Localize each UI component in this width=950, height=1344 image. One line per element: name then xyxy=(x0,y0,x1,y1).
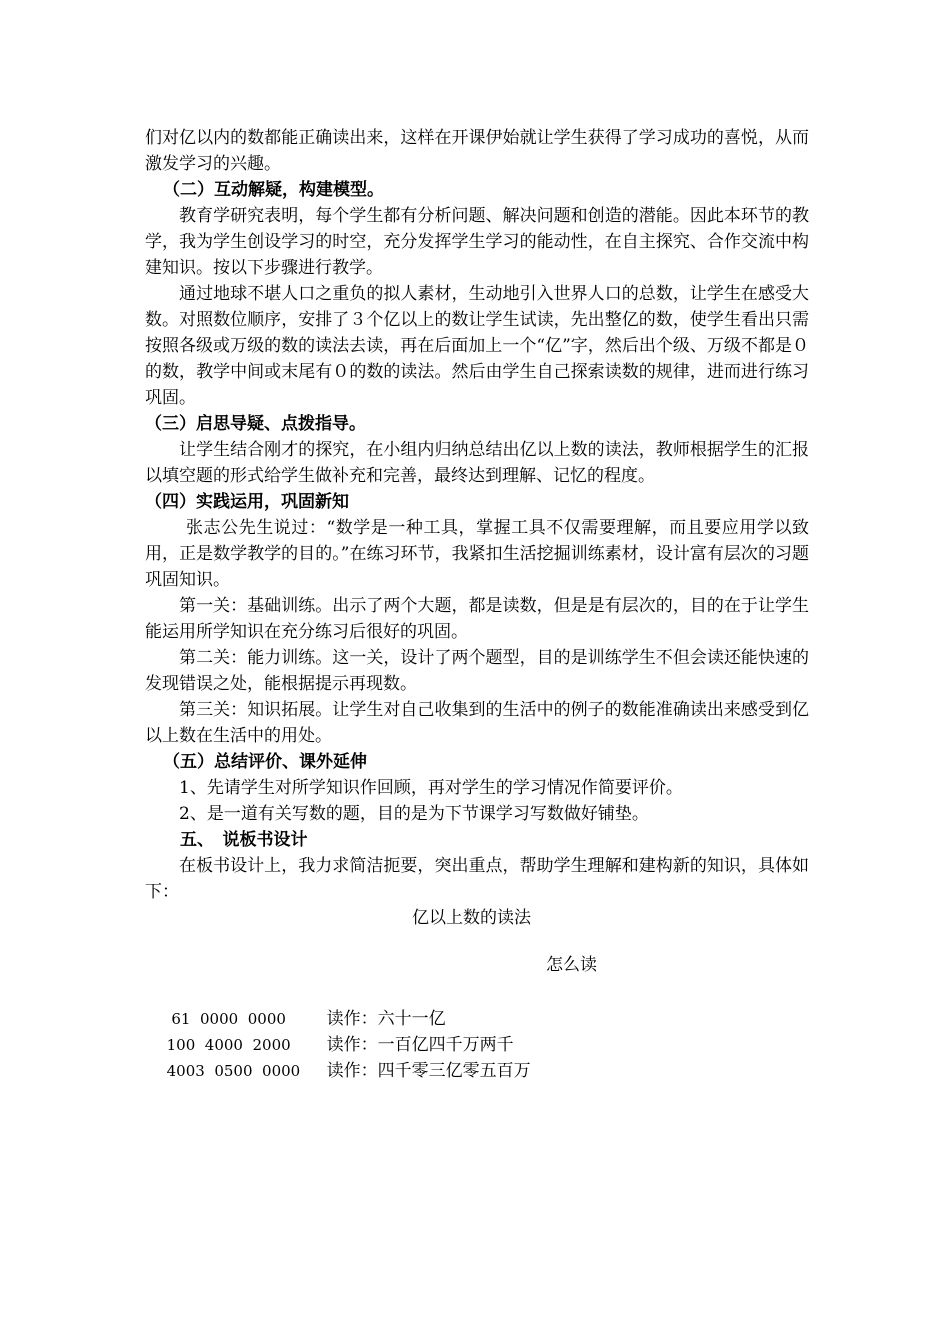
paragraph-section-4a: 张志公先生说过：“数学是一种工具，掌握工具不仅需要理解，而且要应用学以致用，正是数学教学的目的。”在练习环节，我紧扣生活挖掘训练素材，设计富有层次的习题巩固知识。 xyxy=(145,518,809,590)
heading-section-5: （五）总结评价、课外延伸 xyxy=(163,752,367,772)
paragraph-section-5a: 1、先请学生对所学知识作回顾，再对学生的学习情况作简要评价。 xyxy=(145,778,683,798)
heading-section-3: （三）启思导疑、点拨指导。 xyxy=(145,414,366,434)
paragraph-level-2: 第二关：能力训练。这一关，设计了两个题型，目的是训练学生不但会读还能快速的发现错误之处，能根据提示再现数。 xyxy=(145,648,809,694)
heading-part-5: 五、 说板书设计 xyxy=(180,830,308,850)
paragraph-section-2a: 教育学研究表明，每个学生都有分析问题、解决问题和创造的潜能。因此本环节的教学，我为学生创设学习的时空，充分发挥学生学习的能动性，在自主探究、合作交流中构建知识。按以下步骤进行教学。 xyxy=(145,206,809,278)
board-row xyxy=(145,1032,531,1110)
board-reading: 读作：四千零三亿零五百万 xyxy=(326,1061,531,1081)
paragraph-level-3: 第三关：知识拓展。让学生对自己收集到的生活中的例子的数能准确读出来感受到亿以上数在生活中的用处。 xyxy=(145,700,809,746)
board-subtitle: 怎么读 xyxy=(546,955,597,975)
heading-section-2: （二）互动解疑，构建模型。 xyxy=(163,180,384,200)
paragraph-section-5b: 2、是一道有关写数的题，目的是为下节课学习写数做好铺垫。 xyxy=(145,804,649,824)
board-number: 100 4000 2000 xyxy=(166,1036,291,1054)
paragraph-intro-end: 们对亿以内的数都能正确读出来，这样在开课伊始就让学生获得了学习成功的喜悦，从而激发学习的兴趣。 xyxy=(145,128,809,174)
board-number: 4003 0500 0000 xyxy=(166,1062,301,1080)
board-number: 61 0000 0000 xyxy=(166,1010,286,1028)
board-reading: 读作：一百亿四千万两千 xyxy=(326,1035,514,1055)
paragraph-level-1: 第一关：基础训练。出示了两个大题，都是读数，但是是有层次的，目的在于让学生能运用所学知识在充分练习后很好的巩固。 xyxy=(145,596,809,642)
paragraph-section-2b: 通过地球不堪人口之重负的拟人素材，生动地引入世界人口的总数，让学生在感受大数。对照数位顺序，安排了３个亿以上的数让学生试读，先出整亿的数，使学生看出只需按照各级或万级的数的读法去读，再在后面加上一个“亿”字，然后出个级、万级不都是０的数，教学中间或末尾有０的数的读法。然后由学生自己探索读数的规律，进而进行练习巩固。 xyxy=(145,284,809,408)
board-reading: 读作：六十一亿 xyxy=(326,1009,446,1029)
board-title: 亿以上数的读法 xyxy=(412,908,531,928)
paragraph-section-3: 让学生结合刚才的探究，在小组内归纳总结出亿以上数的读法，教师根据学生的汇报以填空题的形式给学生做补充和完善，最终达到理解、记忆的程度。 xyxy=(145,440,809,486)
heading-section-4: （四）实践运用，巩固新知 xyxy=(145,492,349,512)
paragraph-board-intro: 在板书设计上，我力求简洁扼要，突出重点，帮助学生理解和建构新的知识，具体如下： xyxy=(145,856,809,902)
